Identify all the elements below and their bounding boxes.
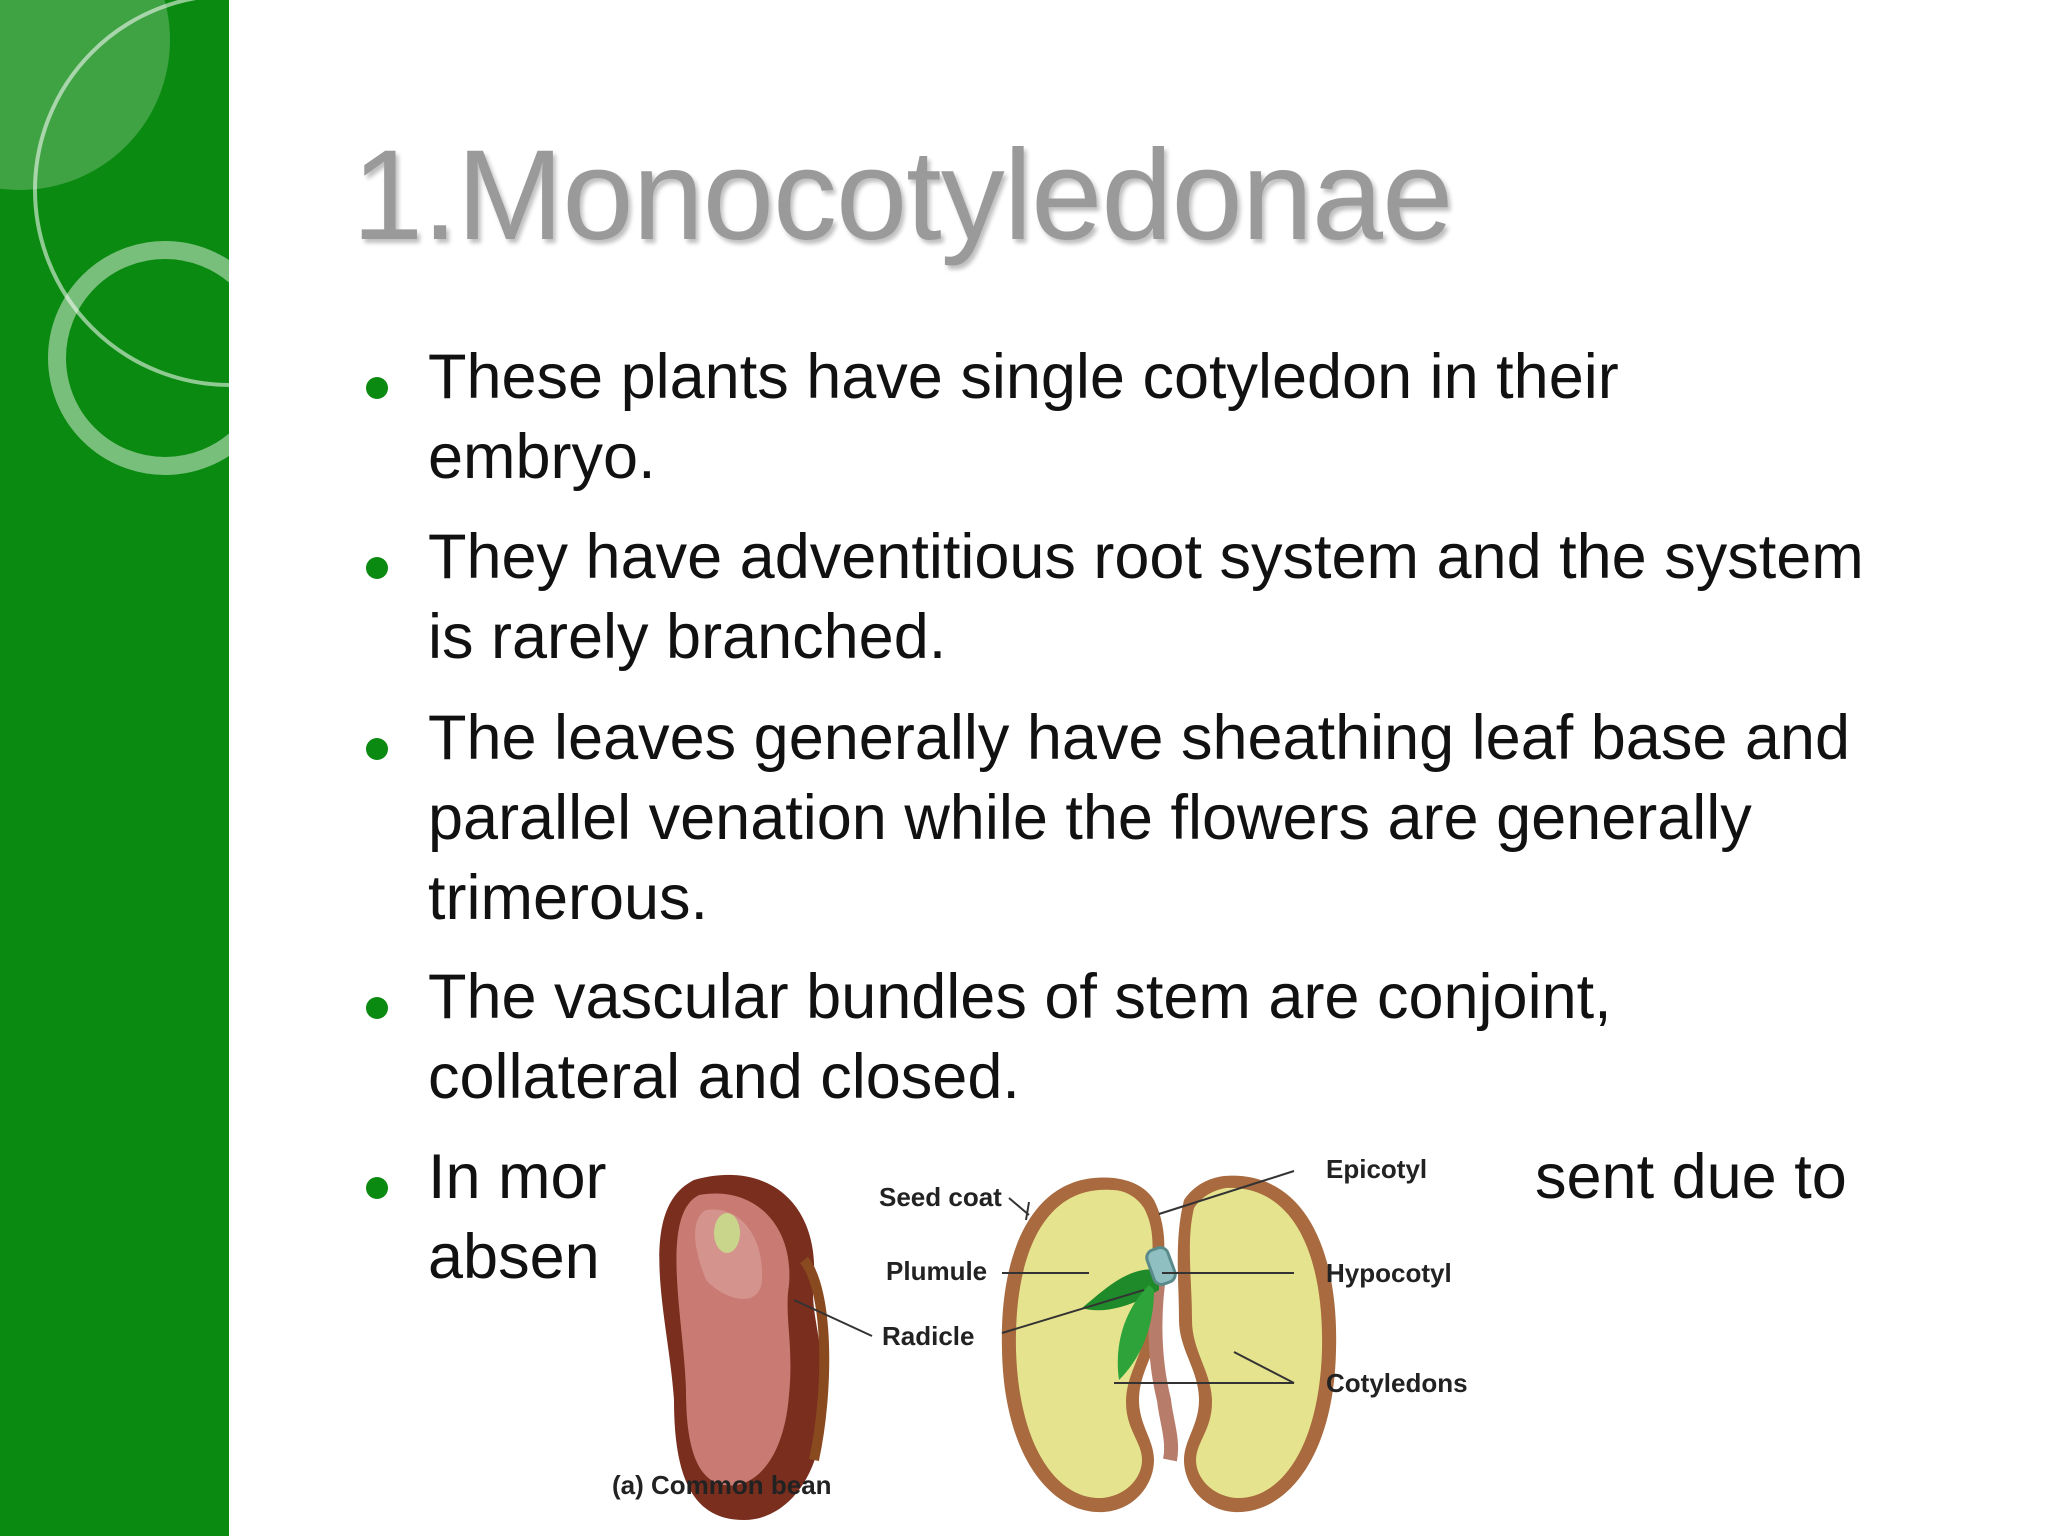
bullet-line: parallel venation while the flowers are generally — [428, 783, 1752, 853]
bullet-line: The leaves generally have sheathing leaf base and — [428, 703, 1850, 773]
bullet-line: They have adventitious root system and the system — [428, 522, 1864, 592]
bullet-text-fragment: sent due to — [1535, 1142, 1847, 1212]
label-seed-coat: Seed coat — [879, 1182, 1002, 1212]
bullet-dot — [366, 1177, 388, 1199]
bullet-dot — [366, 557, 388, 579]
label-plumule: Plumule — [886, 1256, 988, 1286]
bullet-line: absen — [428, 1222, 600, 1292]
bullet-text-fragment: In mor — [428, 1142, 607, 1212]
label-hypocotyl: Hypocotyl — [1326, 1258, 1452, 1288]
seed-diagram — [614, 1140, 1504, 1536]
bullet-item — [428, 698, 2028, 938]
bullet-dot — [366, 997, 388, 1019]
bullet-line: The vascular bundles of stem are conjoint, — [428, 962, 1612, 1032]
bullet-item — [428, 517, 2028, 677]
label-cotyledons: Cotyledons — [1326, 1368, 1468, 1398]
label-epicotyl: Epicotyl — [1326, 1154, 1428, 1184]
bullet-line: embryo. — [428, 422, 656, 492]
bullet-dot — [366, 377, 388, 399]
bullet-line: trimerous. — [428, 863, 709, 933]
bullet-line: collateral and closed. — [428, 1042, 1020, 1112]
label-radicle: Radicle — [882, 1321, 975, 1351]
bullet-line: These plants have single cotyledon in their — [428, 342, 1619, 412]
bullet-line: is rarely branched. — [428, 602, 947, 672]
slide-title: 1.Monocotyledonae — [352, 124, 1453, 267]
bullet-item — [428, 957, 2028, 1117]
bullet-item — [428, 337, 2028, 497]
bullet-dot — [366, 738, 388, 760]
figure-caption: (a) Common bean — [612, 1470, 832, 1500]
